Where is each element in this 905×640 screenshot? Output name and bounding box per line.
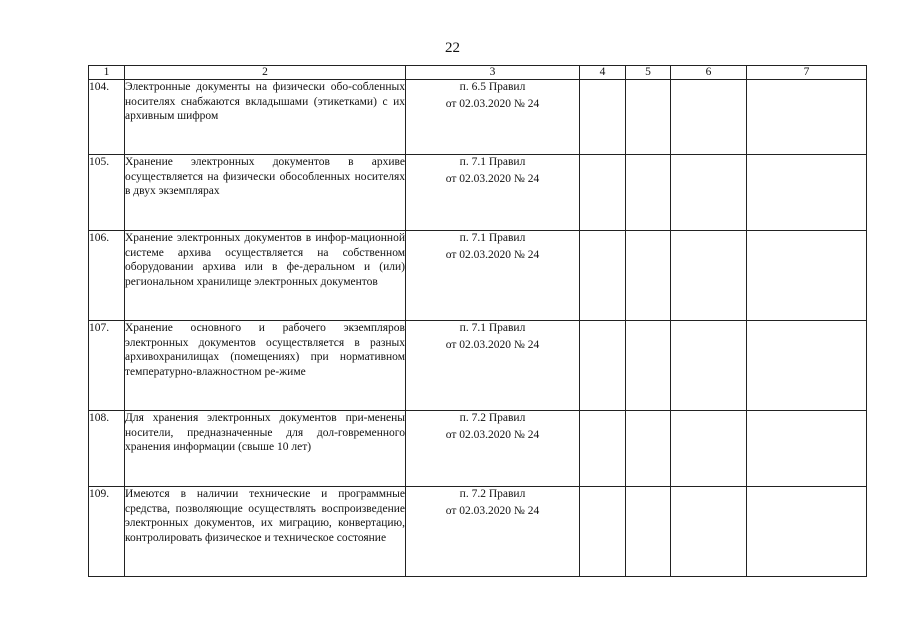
empty-cell bbox=[626, 321, 671, 411]
empty-cell bbox=[671, 231, 747, 321]
empty-cell bbox=[580, 487, 626, 577]
row-number: 109. bbox=[89, 487, 125, 577]
reference-clause: п. 7.2 Правил bbox=[459, 412, 526, 424]
regulation-reference bbox=[406, 231, 580, 321]
empty-cell bbox=[747, 487, 867, 577]
empty-cell bbox=[671, 411, 747, 487]
reference-clause: п. 7.1 Правил bbox=[459, 156, 526, 168]
requirement-text: Хранение электронных документов в архиве осуществляется на физически обособленных носителях в двух экземплярах bbox=[125, 155, 406, 231]
empty-cell bbox=[626, 80, 671, 155]
regulation-reference bbox=[406, 321, 580, 411]
empty-cell bbox=[747, 231, 867, 321]
reference-act: от 02.03.2020 № 24 bbox=[445, 172, 540, 185]
empty-cell bbox=[580, 321, 626, 411]
requirement-text: Для хранения электронных документов при-менены носители, предназначенные для дол-говременного хранения информации (свыше 10 лет) bbox=[125, 411, 406, 487]
empty-cell bbox=[671, 80, 747, 155]
regulation-reference bbox=[406, 155, 580, 231]
column-header: 7 bbox=[747, 66, 867, 80]
regulation-reference bbox=[406, 80, 580, 155]
requirement-text: Хранение электронных документов в инфор-мационной системе архива осуществляется на собственном оборудовании архива или в фе-деральном и (или) региональном хранилище электронных документов bbox=[125, 231, 406, 321]
regulation-reference bbox=[406, 411, 580, 487]
page-number: 22 bbox=[445, 40, 460, 56]
requirement-text: Имеются в наличии технические и программные средства, позволяющие осуществлять воспроизведение электронных документов, их миграцию, конвертацию, контролировать физическое и техническое состояние bbox=[125, 487, 406, 577]
empty-cell bbox=[580, 411, 626, 487]
reference-clause: п. 7.1 Правил bbox=[459, 322, 526, 334]
table-row bbox=[89, 487, 867, 577]
row-number: 104. bbox=[89, 80, 125, 155]
reference-act: от 02.03.2020 № 24 bbox=[445, 97, 540, 110]
empty-cell bbox=[671, 321, 747, 411]
empty-cell bbox=[580, 231, 626, 321]
column-header: 6 bbox=[671, 66, 747, 80]
column-header: 1 bbox=[89, 66, 125, 80]
table-row bbox=[89, 80, 867, 155]
empty-cell bbox=[626, 411, 671, 487]
empty-cell bbox=[747, 321, 867, 411]
empty-cell bbox=[671, 487, 747, 577]
row-number: 106. bbox=[89, 231, 125, 321]
column-header: 3 bbox=[406, 66, 580, 80]
empty-cell bbox=[580, 80, 626, 155]
regulation-reference bbox=[406, 487, 580, 577]
column-header: 4 bbox=[580, 66, 626, 80]
column-header: 2 bbox=[125, 66, 406, 80]
reference-act: от 02.03.2020 № 24 bbox=[445, 428, 540, 441]
reference-act: от 02.03.2020 № 24 bbox=[445, 338, 540, 351]
row-number: 107. bbox=[89, 321, 125, 411]
empty-cell bbox=[626, 231, 671, 321]
row-number: 108. bbox=[89, 411, 125, 487]
empty-cell bbox=[747, 80, 867, 155]
empty-cell bbox=[671, 155, 747, 231]
empty-cell bbox=[580, 155, 626, 231]
table-row bbox=[89, 231, 867, 321]
reference-act: от 02.03.2020 № 24 bbox=[445, 248, 540, 261]
row-number: 105. bbox=[89, 155, 125, 231]
reference-clause: п. 7.2 Правил bbox=[459, 488, 526, 500]
reference-clause: п. 7.1 Правил bbox=[459, 232, 526, 244]
table-row bbox=[89, 155, 867, 231]
table-header-row bbox=[89, 66, 867, 80]
empty-cell bbox=[626, 487, 671, 577]
table-row bbox=[89, 321, 867, 411]
column-header: 5 bbox=[626, 66, 671, 80]
table-row bbox=[89, 411, 867, 487]
empty-cell bbox=[747, 411, 867, 487]
empty-cell bbox=[626, 155, 671, 231]
reference-act: от 02.03.2020 № 24 bbox=[445, 504, 540, 517]
requirement-text: Хранение основного и рабочего экземпляров электронных документов осуществляется в разных архивохранилищах (помещениях) при нормативном температурно-влажностном ре-жиме bbox=[125, 321, 406, 411]
reference-clause: п. 6.5 Правил bbox=[459, 81, 526, 93]
requirements-table bbox=[88, 65, 867, 577]
requirement-text: Электронные документы на физически обо-собленных носителях снабжаются вкладышами (этикетками) с их архивным шифром bbox=[125, 80, 406, 155]
empty-cell bbox=[747, 155, 867, 231]
